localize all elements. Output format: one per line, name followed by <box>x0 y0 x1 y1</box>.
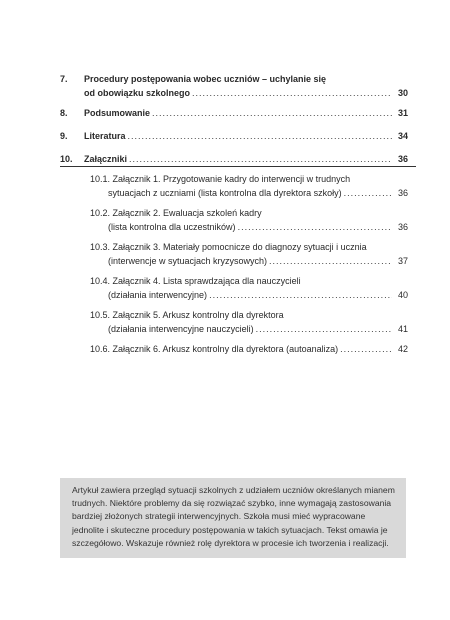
toc-title-line1: 10.4. Załącznik 4. Lista sprawdzająca dla nauczycieli <box>90 276 301 286</box>
toc-title: Podsumowanie <box>84 108 151 118</box>
toc-title-line2: (działania interwencyjne) <box>108 290 208 300</box>
abstract-text: Artykuł zawiera przegląd sytuacji szkolnych z udziałem uczniów określanych mianem trudnych. Niektóre problemy da się rozwiązać szybko, inne wymagają zastosowania bardziej złożonych strategii interwencyjnych. Szkoła musi mieć wypracowane jednolite i skuteczne procedury postępowania w takich sytuacjach. Tekst omawia je szczegółowo. Wskazuje również rolę dyrektora w procesie ich tworzenia i realizacji. <box>72 485 395 548</box>
toc-entry-7[interactable] <box>60 72 408 100</box>
toc-leader-dots <box>340 342 392 356</box>
toc-page-number: 30 <box>397 88 408 98</box>
toc-page-number: 36 <box>397 222 408 232</box>
toc-title-line1: 10.3. Załącznik 3. Materiały pomocnicze do diagnozy sytuacji i ucznia <box>90 242 367 252</box>
toc-leader-dots <box>344 186 392 200</box>
toc-entry-10[interactable] <box>60 152 408 166</box>
toc-subentry-10-4[interactable] <box>90 274 408 302</box>
toc-number: 9. <box>60 131 68 141</box>
toc-title-line1: 10.2. Załącznik 2. Ewaluacja szkoleń kadry <box>90 208 262 218</box>
toc-page-number: 34 <box>397 131 408 141</box>
toc-page-number: 40 <box>397 290 408 300</box>
toc-page-number: 41 <box>397 324 408 334</box>
toc-leader-dots <box>192 86 392 100</box>
toc-subentry-10-1[interactable] <box>90 172 408 200</box>
toc-title: 10.6. Załącznik 6. Arkusz kontrolny dla dyrektora (autoanaliza) <box>90 344 339 354</box>
toc-leader-dots <box>238 220 392 234</box>
toc-title-line2: od obowiązku szkolnego <box>84 88 191 98</box>
toc-title-line1: 10.1. Załącznik 1. Przygotowanie kadry do interwencji w trudnych <box>90 174 351 184</box>
toc-leader-dots <box>269 254 392 268</box>
toc-title: Załączniki <box>84 154 128 164</box>
toc-title: Literatura <box>84 131 126 141</box>
toc-page-number: 36 <box>397 188 408 198</box>
toc-page-number: 42 <box>397 344 408 354</box>
toc-subentry-10-5[interactable] <box>90 308 408 336</box>
toc-subentry-10-6[interactable] <box>90 342 408 356</box>
abstract-box <box>60 478 406 558</box>
table-of-contents <box>60 72 408 356</box>
toc-subentry-10-2[interactable] <box>90 206 408 234</box>
toc-page-number: 31 <box>397 108 408 118</box>
toc-leader-dots <box>209 288 392 302</box>
toc-number: 8. <box>60 108 68 118</box>
toc-title-line1: Procedury postępowania wobec uczniów – uchylanie się <box>84 74 327 84</box>
toc-entry-9[interactable] <box>60 129 408 143</box>
toc-leader-dots <box>129 152 392 166</box>
toc-title-line2: (działania interwencyjne nauczycieli) <box>108 324 254 334</box>
toc-leader-dots <box>256 322 392 336</box>
toc-page-number: 37 <box>397 256 408 266</box>
toc-leader-dots <box>128 129 392 143</box>
toc-leader-dots <box>152 106 392 120</box>
toc-page-number: 36 <box>397 154 408 164</box>
toc-title-line2: (lista kontrolna dla uczestników) <box>108 222 236 232</box>
toc-title-line1: 10.5. Załącznik 5. Arkusz kontrolny dla dyrektora <box>90 310 284 320</box>
toc-number: 7. <box>60 74 68 84</box>
toc-title-line2: (interwencje w sytuacjach kryzysowych) <box>108 256 268 266</box>
toc-title-line2: sytuacjach z uczniami (lista kontrolna dla dyrektora szkoły) <box>108 188 342 198</box>
toc-number: 10. <box>60 154 73 164</box>
toc-entry-8[interactable] <box>60 106 408 120</box>
toc-subentry-10-3[interactable] <box>90 240 408 268</box>
